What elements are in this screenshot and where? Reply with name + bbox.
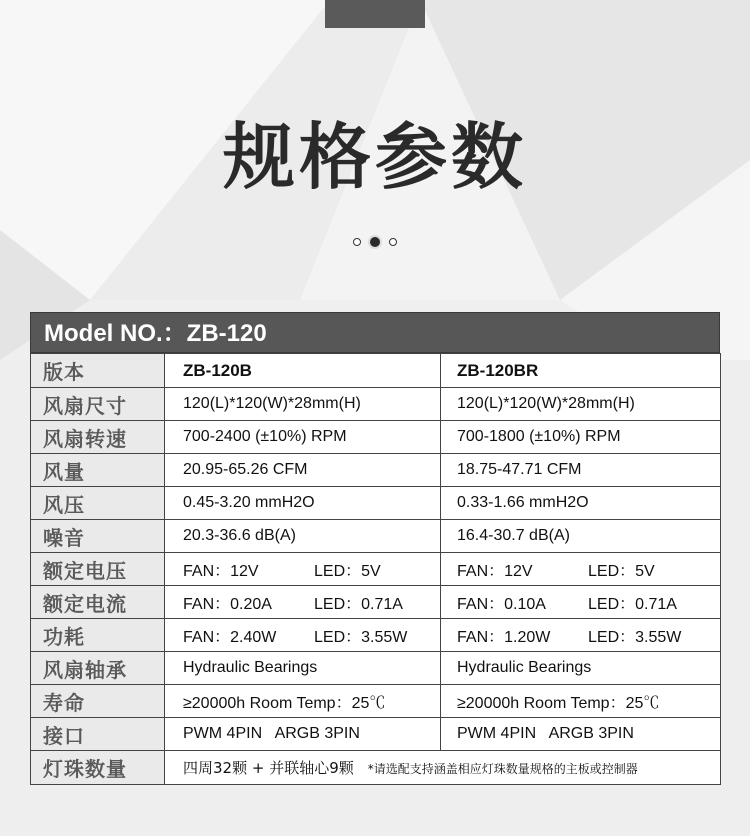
cell-speed-br: 700-1800 (±10%) RPM xyxy=(441,421,721,454)
row-label-bearing: 风扇轴承 xyxy=(31,652,165,685)
table-row xyxy=(31,553,721,586)
led-voltage-b: LED：5V xyxy=(314,562,381,580)
cell-interface-br: PWM 4PIN ARGB 3PIN xyxy=(441,718,721,751)
cell-voltage-br xyxy=(441,553,721,586)
led-current-b: LED：0.71A xyxy=(314,595,403,613)
cell-airflow-br: 18.75-47.71 CFM xyxy=(441,454,721,487)
table-row xyxy=(31,718,721,751)
cell-current-br xyxy=(441,586,721,619)
row-label-voltage: 额定电压 xyxy=(31,553,165,586)
fan-current-b: FAN：0.20A xyxy=(183,595,272,613)
cell-interface-b: PWM 4PIN ARGB 3PIN xyxy=(165,718,441,751)
row-label-airflow: 风量 xyxy=(31,454,165,487)
cell-size-br: 120(L)*120(W)*28mm(H) xyxy=(441,388,721,421)
led-current-br: LED：0.71A xyxy=(588,595,677,613)
cell-voltage-b xyxy=(165,553,441,586)
cell-airflow-b: 20.95-65.26 CFM xyxy=(165,454,441,487)
fan-voltage-b: FAN：12V xyxy=(183,562,259,580)
row-label-size: 风扇尺寸 xyxy=(31,388,165,421)
cell-bearing-br: Hydraulic Bearings xyxy=(441,652,721,685)
fan-power-b: FAN：2.40W xyxy=(183,628,277,646)
led-voltage-br: LED：5V xyxy=(588,562,655,580)
carousel-dot[interactable] xyxy=(353,238,361,246)
row-label-power: 功耗 xyxy=(31,619,165,652)
table-row xyxy=(31,388,721,421)
carousel-dot[interactable] xyxy=(389,238,397,246)
row-label-interface: 接口 xyxy=(31,718,165,751)
carousel-dot-active[interactable] xyxy=(370,237,380,247)
row-label-current: 额定电流 xyxy=(31,586,165,619)
cell-power-b xyxy=(165,619,441,652)
cell-pressure-br: 0.33-1.66 mmH2O xyxy=(441,487,721,520)
table-row xyxy=(31,586,721,619)
cell-noise-b: 20.3-36.6 dB(A) xyxy=(165,520,441,553)
table-row xyxy=(31,421,721,454)
table-row xyxy=(31,354,721,388)
led-count-value: 四周32颗 + 并联轴心9颗 xyxy=(183,759,354,777)
led-power-br: LED：3.55W xyxy=(588,628,682,646)
cell-lifespan-b: ≥20000h Room Temp：25℃ xyxy=(165,685,441,718)
cell-version-b: ZB-120B xyxy=(165,354,441,388)
model-number-header: Model NO.：ZB-120 xyxy=(30,312,720,353)
row-label-led-count: 灯珠数量 xyxy=(31,751,165,785)
spec-table-panel xyxy=(30,312,720,785)
fan-power-br: FAN：1.20W xyxy=(457,628,551,646)
cell-power-br xyxy=(441,619,721,652)
table-row xyxy=(31,685,721,718)
top-tab-marker xyxy=(325,0,425,28)
cell-current-b xyxy=(165,586,441,619)
led-count-note: *请选配支持涵盖相应灯珠数量规格的主板或控制器 xyxy=(367,762,638,776)
cell-size-b: 120(L)*120(W)*28mm(H) xyxy=(165,388,441,421)
cell-speed-b: 700-2400 (±10%) RPM xyxy=(165,421,441,454)
table-row xyxy=(31,652,721,685)
carousel-indicator xyxy=(0,237,750,247)
table-row xyxy=(31,454,721,487)
table-row xyxy=(31,751,721,785)
spec-table xyxy=(30,353,721,785)
cell-led-count xyxy=(165,751,721,785)
table-row xyxy=(31,619,721,652)
row-label-speed: 风扇转速 xyxy=(31,421,165,454)
table-row xyxy=(31,487,721,520)
row-label-lifespan: 寿命 xyxy=(31,685,165,718)
row-label-version: 版本 xyxy=(31,354,165,388)
row-label-noise: 噪音 xyxy=(31,520,165,553)
fan-current-br: FAN：0.10A xyxy=(457,595,546,613)
row-label-pressure: 风压 xyxy=(31,487,165,520)
page-title: 规格参数 xyxy=(222,115,527,199)
led-power-b: LED：3.55W xyxy=(314,628,408,646)
fan-voltage-br: FAN：12V xyxy=(457,562,533,580)
table-row xyxy=(31,520,721,553)
cell-pressure-b: 0.45-3.20 mmH2O xyxy=(165,487,441,520)
cell-version-br: ZB-120BR xyxy=(441,354,721,388)
cell-bearing-b: Hydraulic Bearings xyxy=(165,652,441,685)
cell-lifespan-br: ≥20000h Room Temp：25℃ xyxy=(441,685,721,718)
cell-noise-br: 16.4-30.7 dB(A) xyxy=(441,520,721,553)
